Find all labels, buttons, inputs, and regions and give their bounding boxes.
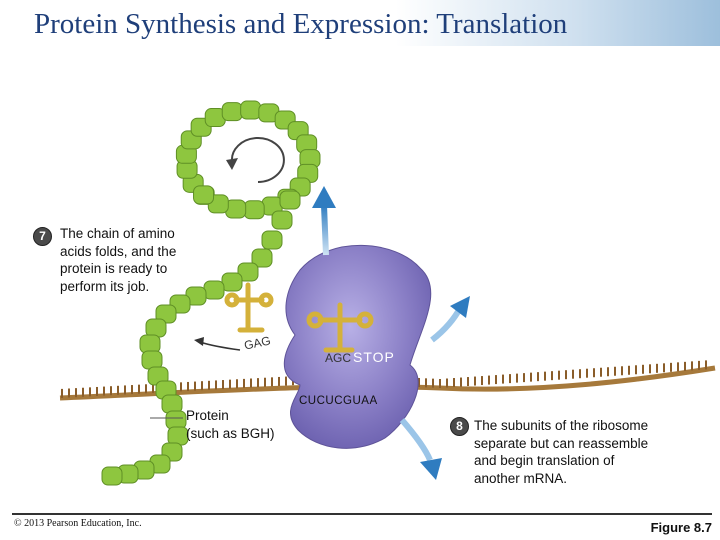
step-8-description bbox=[474, 417, 648, 487]
step-7-line: perform its job. bbox=[60, 278, 150, 294]
codon-left: GAG bbox=[242, 333, 272, 353]
trna-left bbox=[227, 285, 271, 330]
step-7-description bbox=[60, 225, 176, 295]
subunit-arrow-down-icon bbox=[402, 420, 442, 480]
step-7-line: The chain of amino bbox=[60, 226, 175, 241]
subunit-arrow-up-left-icon bbox=[312, 186, 336, 255]
step-7-line: protein is ready to bbox=[60, 261, 168, 276]
amino-acid-bead bbox=[222, 103, 242, 121]
page-title: Protein Synthesis and Expression: Translation bbox=[34, 8, 568, 40]
subunit-arrow-up-right-icon bbox=[432, 296, 470, 340]
protein-label bbox=[186, 407, 275, 442]
mrna-sequence: CUCUCGUAA bbox=[299, 395, 378, 407]
stop-codon-label: STOP bbox=[353, 349, 395, 365]
amino-acid-bead bbox=[244, 201, 264, 219]
amino-acid-bead bbox=[262, 231, 282, 249]
trna-exit-arrow-icon bbox=[194, 337, 240, 350]
step-8-line: separate but can reassemble bbox=[474, 435, 649, 451]
step-8-line: another mRNA. bbox=[474, 470, 568, 486]
amino-acid-bead bbox=[272, 211, 292, 229]
amino-acid-bead bbox=[162, 395, 182, 413]
ribosome bbox=[284, 245, 430, 448]
amino-acid-bead bbox=[194, 186, 214, 204]
step-8-badge: 8 bbox=[450, 417, 469, 436]
protein-label-line: Protein bbox=[186, 408, 229, 423]
codon-right: AGC bbox=[325, 351, 352, 365]
amino-acid-bead bbox=[142, 351, 162, 369]
step-8-line: The subunits of the ribosome bbox=[474, 418, 649, 433]
copyright: © 2013 Pearson Education, Inc. bbox=[14, 518, 142, 529]
protein-label-line: (such as BGH) bbox=[186, 425, 275, 441]
amino-acid-bead bbox=[146, 319, 166, 337]
amino-acid-bead bbox=[280, 191, 300, 209]
amino-acid-bead bbox=[140, 335, 160, 353]
amino-acid-bead bbox=[168, 427, 188, 445]
figure-label: Figure 8.7 bbox=[650, 520, 712, 535]
amino-acid-bead bbox=[204, 281, 224, 299]
step-7-line: acids folds, and the bbox=[60, 243, 177, 259]
amino-acid-bead bbox=[166, 411, 186, 429]
step-7-badge: 7 bbox=[33, 227, 52, 246]
step-8-line: and begin translation of bbox=[474, 453, 615, 468]
amino-acid-bead bbox=[102, 467, 122, 485]
amino-acid-bead bbox=[222, 273, 242, 291]
footer-divider bbox=[12, 513, 712, 515]
amino-acid-bead bbox=[241, 101, 261, 119]
fold-arrow-icon bbox=[226, 138, 284, 182]
